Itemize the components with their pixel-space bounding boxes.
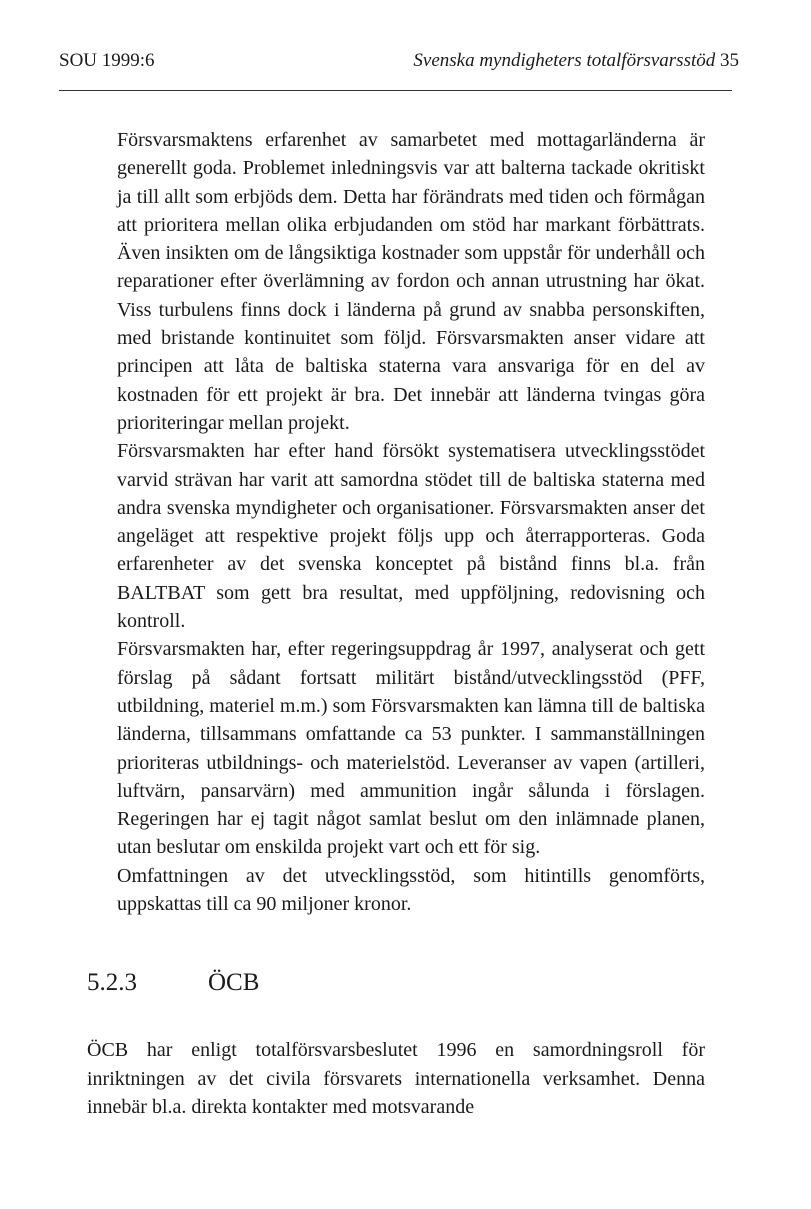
body-text <box>117 126 705 918</box>
section-paragraph: ÖCB har enligt totalförsvarsbeslutet 1996 en samordningsroll för inriktningen av det civila försvarets internationella verksamhet. Denna innebär bl.a. direkta kontakter med motsvarande <box>87 1039 705 1118</box>
paragraph-4: Omfattningen av det utvecklingsstöd, som hitintills genomförts, uppskattas till ca 90 miljoner kronor. <box>117 864 705 916</box>
header-rule <box>59 90 732 91</box>
paragraph-3: Försvarsmakten har, efter regeringsuppdrag år 1997, analyserat och gett förslag på sådant fortsatt militärt bistånd/utvecklingsstöd (PFF, utbildning, materiel m.m.) som Försvarsmakten kan lämna till de baltiska länderna, tillsammans omfattande ca 53 punkter. I sammanställningen prioriteras utbildnings- och materielstöd. Leveranser av vapen (artilleri, luftvärn, pansarvärn) med ammunition ingår sålunda i förslagen. Regeringen har ej tagit något samlat beslut om den inlämnade planen, utan beslutar om enskilda projekt vart och ett för sig. <box>117 638 705 859</box>
running-title <box>413 46 739 76</box>
section-heading <box>87 966 259 1000</box>
section-number: 5.2.3 <box>87 969 137 996</box>
section-title: ÖCB <box>208 969 260 996</box>
page-number: 35 <box>720 50 739 71</box>
paragraph-1: Försvarsmaktens erfarenhet av samarbetet med mottagarländerna är generellt goda. Problemet inledningsvis var att balterna tackade okritiskt ja till allt som erbjöds dem. Detta har förändrats med tiden och förmågan att prioritera mellan olika erbjudanden om stöd har markant förbättrats. Även insikten om de långsiktiga kostnader som uppstår för underhåll och reparationer efter överlämning av fordon och annan utrustning har ökat. Viss turbulens finns dock i länderna på grund av snabba personskiften, med bristande kontinuitet som följd. Försvarsmakten anser vidare att principen att låta de baltiska staterna vara ansvariga för en del av kostnaden för ett projekt är bra. Det innebär att länderna tvingas göra prioriteringar mellan projekt. <box>117 129 705 434</box>
section-body <box>87 1036 705 1122</box>
report-id: SOU 1999:6 <box>59 50 155 71</box>
page-header <box>59 46 739 76</box>
running-title-text: Svenska myndigheters totalförsvarsstöd <box>413 50 716 71</box>
paragraph-2: Försvarsmakten har efter hand försökt systematisera utvecklingsstödet varvid strävan har varit att samordna stödet till de baltiska staterna med andra svenska myndigheter och organisationer. Försvarsmakten anser det angeläget att respektive projekt följs upp och återrapporteras. Goda erfarenheter av det svenska konceptet på bistånd finns bl.a. från BALTBAT som gett bra resultat, med uppföljning, redovisning och kontroll. <box>117 440 705 633</box>
